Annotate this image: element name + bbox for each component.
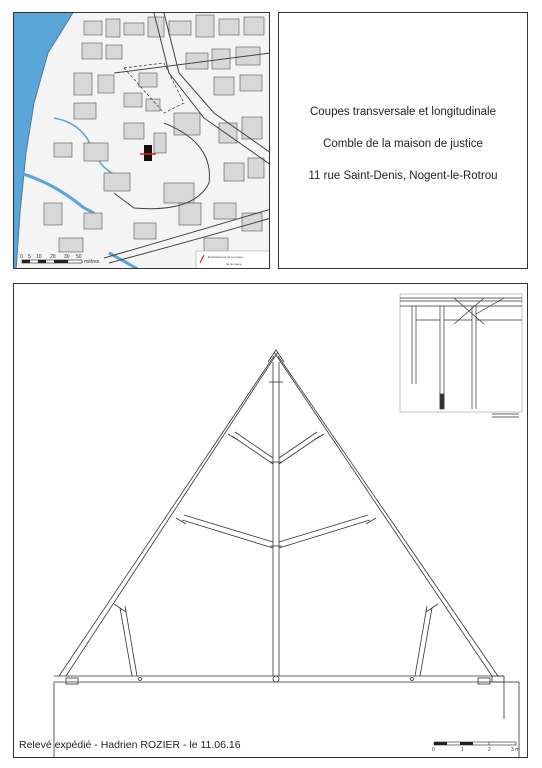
map-scale-label: 20 [50,254,56,260]
building-marker [144,145,152,161]
truss [54,350,519,758]
title-line-1: Coupes transversale et longitudinale [309,106,497,118]
map-scale-unit: mètres [84,259,100,265]
map-scale-label: 10 [36,254,42,260]
credit-line: Relevé expédié - Hadrien ROZIER - le 11.06.16 [19,739,241,751]
section-drawing [13,283,528,758]
map-scale-label: 0 [20,254,23,260]
map-scale-label: 30 [64,254,70,260]
map-legend [196,251,270,269]
drawing-scale-label: 1 [461,747,464,753]
map-scale-label: 50 [76,254,82,260]
roof-truss-drawing [14,284,528,758]
legend-text: de la coupe [226,262,242,266]
cadastral-map [14,13,270,269]
drawing-scale-label: 2 [488,747,491,753]
title-block [278,12,528,269]
drawing-scale-label: 0 [432,747,435,753]
title-line-2: Comble de la maison de justice [323,138,483,150]
drawing-scale-label: 3 m [511,747,520,753]
map-scale-label: 5 [28,254,31,260]
title-line-3: 11 rue Saint-Denis, Nogent-le-Rotrou [308,170,498,182]
drawing-scale-bar [432,742,519,753]
longitudinal-section [400,294,522,417]
location-map [13,12,270,269]
legend-text: Emplacement de la coupe [208,255,243,259]
